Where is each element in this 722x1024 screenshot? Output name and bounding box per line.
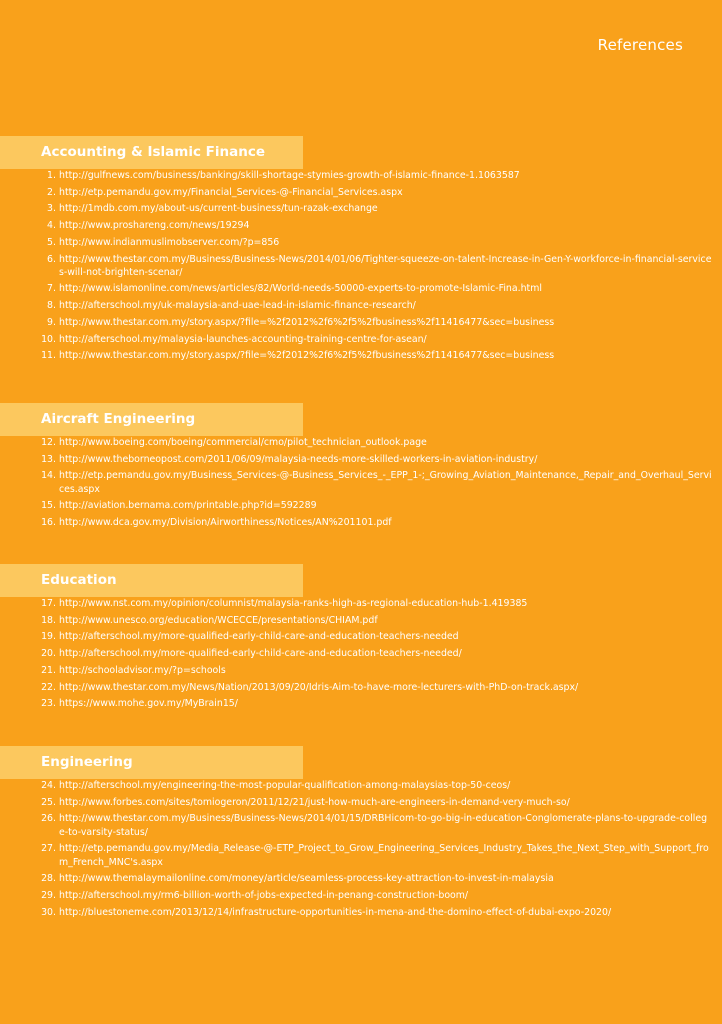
reference-item	[0, 219, 722, 232]
section-heading: Education	[0, 564, 303, 597]
reference-item	[0, 516, 722, 529]
reference-number: 30.	[41, 906, 56, 918]
reference-list	[0, 436, 722, 529]
reference-number: 26.	[41, 813, 56, 825]
reference-url[interactable]: http://gulfnews.com/business/banking/skill-shortage-stymies-growth-of-islamic-finance-1.1063587	[59, 170, 520, 181]
reference-number: 10.	[41, 333, 56, 345]
reference-url[interactable]: http://www.boeing.com/boeing/commercial/cmo/pilot_technician_outlook.page	[59, 437, 427, 448]
reference-number: 21.	[41, 664, 56, 676]
reference-number: 14.	[41, 470, 56, 482]
section-engineering	[0, 746, 722, 922]
reference-url[interactable]: http://afterschool.my/uk-malaysia-and-uae-lead-in-islamic-finance-research/	[59, 300, 416, 312]
reference-item	[0, 779, 722, 792]
reference-item	[0, 906, 722, 919]
reference-number: 5.	[47, 236, 56, 248]
reference-item	[0, 796, 722, 809]
reference-item	[0, 872, 722, 885]
reference-item	[0, 812, 722, 838]
reference-number: 13.	[41, 453, 56, 465]
reference-url[interactable]: http://www.forbes.com/sites/tomiogeron/2011/12/21/just-how-much-are-engineers-in-demand-very-much-so/	[59, 796, 570, 808]
reference-item	[0, 169, 722, 182]
reference-item	[0, 697, 722, 710]
reference-list	[0, 169, 722, 362]
reference-number: 9.	[47, 316, 56, 328]
reference-number: 27.	[41, 843, 56, 855]
reference-url[interactable]: http://etp.pemandu.gov.my/Financial_Services-@-Financial_Services.aspx	[59, 186, 403, 198]
reference-url[interactable]: http://schooladvisor.my/?p=schools	[59, 664, 226, 676]
reference-url[interactable]: http://www.themalaymailonline.com/money/article/seamless-process-key-attraction-to-invest-in-malaysia	[59, 873, 554, 885]
section-heading: Aircraft Engineering	[0, 403, 303, 436]
section-heading: Accounting & Islamic Finance	[0, 136, 303, 169]
reference-item	[0, 453, 722, 466]
reference-number: 7.	[47, 283, 56, 295]
reference-number: 17.	[41, 598, 56, 609]
reference-item	[0, 647, 722, 660]
reference-number: 19.	[41, 631, 56, 643]
reference-item	[0, 469, 722, 495]
reference-item	[0, 316, 722, 329]
reference-url[interactable]: http://www.nst.com.my/opinion/columnist/malaysia-ranks-high-as-regional-education-hub-1.419385	[59, 598, 528, 609]
page-title: References	[597, 36, 683, 54]
reference-item	[0, 630, 722, 643]
reference-url[interactable]: http://etp.pemandu.gov.my/Media_Release-@-ETP_Project_to_Grow_Engineering_Services_Industry_Takes_the_Next_Step_with_Support_from_French_MNC's.aspx	[59, 843, 709, 868]
reference-item	[0, 333, 722, 346]
reference-url[interactable]: http://aviation.bernama.com/printable.php?id=592289	[59, 500, 317, 512]
reference-url[interactable]: http://afterschool.my/rm6-billion-worth-of-jobs-expected-in-penang-construction-boom/	[59, 889, 469, 901]
section-aircraft-engineering	[0, 403, 722, 533]
reference-item	[0, 681, 722, 694]
reference-number: 28.	[41, 873, 56, 885]
reference-item	[0, 597, 722, 610]
reference-number: 12.	[41, 437, 56, 448]
reference-url[interactable]: http://etp.pemandu.gov.my/Business_Services-@-Business_Services_-_EPP_1-;_Growing_Aviation_Maintenance,_Repair_and_Overhaul_Services.aspx	[59, 470, 712, 495]
reference-url[interactable]: http://afterschool.my/more-qualified-early-child-care-and-education-teachers-needed/	[59, 648, 462, 660]
reference-number: 6.	[47, 253, 56, 265]
reference-url[interactable]: http://afterschool.my/more-qualified-early-child-care-and-education-teachers-needed	[59, 631, 459, 643]
reference-item	[0, 202, 722, 215]
reference-number: 15.	[41, 500, 56, 512]
reference-item	[0, 349, 722, 362]
reference-url[interactable]: http://www.thestar.com.my/story.aspx/?file=%2f2012%2f6%2f5%2fbusiness%2f11416477&sec=business	[59, 316, 555, 328]
reference-item	[0, 253, 722, 279]
reference-number: 11.	[41, 350, 56, 362]
reference-item	[0, 236, 722, 249]
section-accounting-islamic-finance	[0, 136, 722, 366]
reference-url[interactable]: http://afterschool.my/malaysia-launches-accounting-training-centre-for-asean/	[59, 333, 427, 345]
reference-url[interactable]: http://www.indianmuslimobserver.com/?p=856	[59, 236, 280, 248]
reference-item	[0, 614, 722, 627]
reference-number: 25.	[41, 796, 56, 808]
reference-number: 3.	[47, 203, 56, 215]
reference-url[interactable]: http://www.thestar.com.my/story.aspx/?file=%2f2012%2f6%2f5%2fbusiness%2f11416477&sec=business	[59, 350, 555, 362]
reference-number: 29.	[41, 889, 56, 901]
reference-number: 2.	[47, 186, 56, 198]
reference-item	[0, 299, 722, 312]
reference-number: 22.	[41, 681, 56, 693]
reference-url[interactable]: http://1mdb.com.my/about-us/current-business/tun-razak-exchange	[59, 203, 378, 215]
reference-url[interactable]: http://afterschool.my/engineering-the-most-popular-qualification-among-malaysias-top-50-ceos/	[59, 780, 511, 791]
reference-url[interactable]: http://www.islamonline.com/news/articles/82/World-needs-50000-experts-to-promote-Islamic-Fina.html	[59, 283, 542, 295]
reference-url[interactable]: http://www.proshareng.com/news/19294	[59, 220, 250, 232]
reference-number: 4.	[47, 220, 56, 232]
section-education	[0, 564, 722, 714]
reference-item	[0, 282, 722, 295]
reference-url[interactable]: http://www.theborneopost.com/2011/06/09/malaysia-needs-more-skilled-workers-in-aviation-industry/	[59, 453, 538, 465]
section-heading: Engineering	[0, 746, 303, 779]
reference-url[interactable]: http://www.thestar.com.my/Business/Business-News/2014/01/15/DRBHicom-to-go-big-in-education-Conglomerate-plans-to-upgrade-college-to-varsity-status/	[59, 813, 708, 838]
reference-item	[0, 436, 722, 449]
reference-number: 24.	[41, 780, 56, 791]
reference-number: 16.	[41, 517, 56, 529]
reference-item	[0, 889, 722, 902]
reference-item	[0, 186, 722, 199]
reference-number: 18.	[41, 614, 56, 626]
reference-number: 23.	[41, 698, 56, 710]
reference-number: 20.	[41, 648, 56, 660]
reference-list	[0, 597, 722, 710]
reference-url[interactable]: http://bluestoneme.com/2013/12/14/infrastructure-opportunities-in-mena-and-the-domino-effect-of-dubai-expo-2020/	[59, 906, 612, 918]
reference-url[interactable]: http://www.thestar.com.my/Business/Business-News/2014/01/06/Tighter-squeeze-on-talent-Increase-in-Gen-Y-workforce-in-financial-services-will-not-brighten-scenar/	[59, 253, 712, 278]
reference-number: 8.	[47, 300, 56, 312]
reference-url[interactable]: http://www.dca.gov.my/Division/Airworthiness/Notices/AN%201101.pdf	[59, 517, 392, 529]
reference-url[interactable]: https://www.mohe.gov.my/MyBrain15/	[59, 698, 238, 710]
reference-url[interactable]: http://www.thestar.com.my/News/Nation/2013/09/20/Idris-Aim-to-have-more-lecturers-with-PhD-on-track.aspx/	[59, 681, 579, 693]
reference-item	[0, 664, 722, 677]
reference-list	[0, 779, 722, 919]
reference-number: 1.	[47, 170, 56, 181]
reference-item	[0, 499, 722, 512]
reference-url[interactable]: http://www.unesco.org/education/WCECCE/presentations/CHIAM.pdf	[59, 614, 378, 626]
reference-item	[0, 842, 722, 868]
